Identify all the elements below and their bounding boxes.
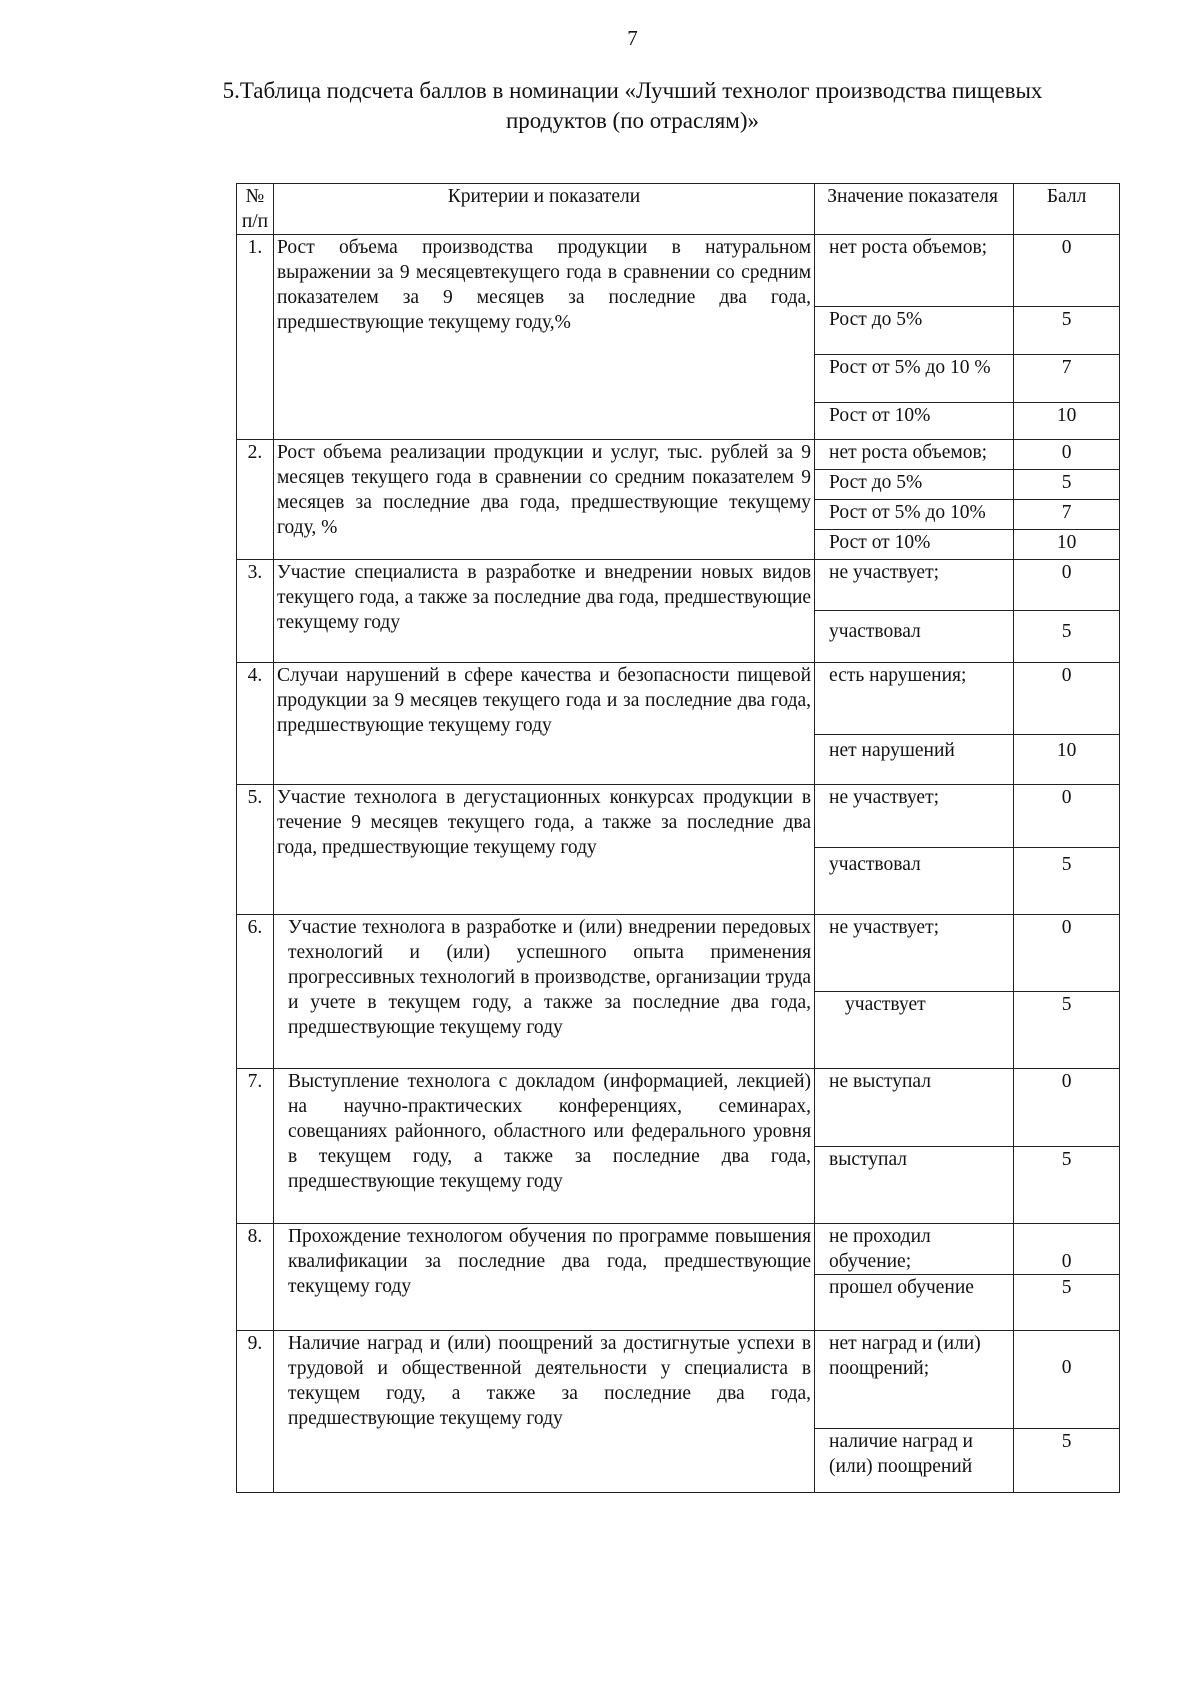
header-criteria: Критерии и показатели xyxy=(273,184,814,235)
header-num: № п/п xyxy=(237,184,274,235)
header-points: Балл xyxy=(1014,184,1120,235)
header-value: Значение показателя xyxy=(815,184,1014,235)
value-cell: Рост от 5% до 10% xyxy=(815,500,1014,530)
value-cell: есть нарушения; xyxy=(815,663,1014,735)
points-cell: 0 xyxy=(1014,1224,1120,1275)
points-cell: 5 xyxy=(1014,611,1120,663)
row-number: 3. xyxy=(237,560,274,663)
points-cell: 5 xyxy=(1014,1429,1120,1493)
points-cell: 10 xyxy=(1014,403,1120,440)
points-cell: 0 xyxy=(1014,235,1120,307)
criteria-cell: Рост объема производства продукции в натуральном выражении за 9 месяцевтекущего года в сравнении со средним показателем за 9 месяцев за последние два года, предшествующие текущему году,% xyxy=(273,235,814,440)
row-number: 7. xyxy=(237,1069,274,1224)
criteria-cell: Участие технолога в дегустационных конкурсах продукции в течение 9 месяцев текущего года, а также за последние два года, предшествующие текущему году xyxy=(273,785,814,915)
value-cell: участвовал xyxy=(815,848,1014,915)
value-cell: нет нарушений xyxy=(815,735,1014,785)
table-row xyxy=(237,785,1120,848)
row-number: 1. xyxy=(237,235,274,440)
criteria-cell: Случаи нарушений в сфере качества и безопасности пищевой продукции за 9 месяцев текущего года и за последние два года, предшествующие текущему году xyxy=(273,663,814,785)
score-table xyxy=(236,183,1120,1493)
points-cell: 7 xyxy=(1014,355,1120,403)
value-cell: участвовал xyxy=(815,611,1014,663)
table-row xyxy=(237,915,1120,992)
value-cell: участвует xyxy=(815,992,1014,1069)
table-row xyxy=(237,1069,1120,1147)
value-cell: Рост от 10% xyxy=(815,403,1014,440)
points-cell: 5 xyxy=(1014,307,1120,355)
points-cell: 0 xyxy=(1014,560,1120,611)
table-row xyxy=(237,235,1120,307)
row-number: 5. xyxy=(237,785,274,915)
value-cell: нет наград и (или) поощрений; xyxy=(815,1331,1014,1429)
table-row xyxy=(237,440,1120,470)
table-row xyxy=(237,1224,1120,1275)
value-cell: Рост от 10% xyxy=(815,530,1014,560)
value-cell: не выступал xyxy=(815,1069,1014,1147)
criteria-cell: Выступление технолога с докладом (информацией, лекцией) на научно-практических конференциях, семинарах, совещаниях районного, областного или федерального уровня в текущем году, а также за последние два года, предшествующие текущему году xyxy=(273,1069,814,1224)
points-cell: 0 xyxy=(1014,440,1120,470)
table-header-row xyxy=(237,184,1120,235)
points-cell: 0 xyxy=(1014,663,1120,735)
table-row xyxy=(237,663,1120,735)
points-cell: 0 xyxy=(1014,1331,1120,1429)
table-row xyxy=(237,1331,1120,1429)
value-cell: Рост от 5% до 10 % xyxy=(815,355,1014,403)
row-number: 6. xyxy=(237,915,274,1069)
points-cell: 0 xyxy=(1014,1069,1120,1147)
value-cell: не участвует; xyxy=(815,785,1014,848)
criteria-cell: Участие технолога в разработке и (или) внедрении передовых технологий и (или) успешного опыта применения прогрессивных технологий в производстве, организации труда и учете в текущем году, а также за последние два года, предшествующие текущему году xyxy=(273,915,814,1069)
points-cell: 5 xyxy=(1014,470,1120,500)
value-cell: не участвует; xyxy=(815,560,1014,611)
row-number: 2. xyxy=(237,440,274,560)
value-cell: прошел обучение xyxy=(815,1275,1014,1331)
row-number: 8. xyxy=(237,1224,274,1331)
points-cell: 0 xyxy=(1014,785,1120,848)
table-row xyxy=(237,560,1120,611)
points-cell: 10 xyxy=(1014,735,1120,785)
value-cell: Рост до 5% xyxy=(815,307,1014,355)
value-cell: нет роста объемов; xyxy=(815,440,1014,470)
points-cell: 7 xyxy=(1014,500,1120,530)
points-cell: 10 xyxy=(1014,530,1120,560)
value-cell: Рост до 5% xyxy=(815,470,1014,500)
points-cell: 0 xyxy=(1014,915,1120,992)
points-cell: 5 xyxy=(1014,848,1120,915)
criteria-cell: Наличие наград и (или) поощрений за достигнутые успехи в трудовой и общественной деятельности у специалиста в текущем году, а также за последние два года, предшествующие текущему году xyxy=(273,1331,814,1493)
points-cell: 5 xyxy=(1014,1275,1120,1331)
criteria-cell: Прохождение технологом обучения по программе повышения квалификации за последние два года, предшествующие текущему году xyxy=(273,1224,814,1331)
points-cell: 5 xyxy=(1014,992,1120,1069)
title-line-2: продуктов (по отраслям)» xyxy=(505,108,759,133)
value-cell: не участвует; xyxy=(815,915,1014,992)
title-line-1: 5.Таблица подсчета баллов в номинации «Лучший технолог производства пищевых xyxy=(222,78,1043,103)
criteria-cell: Рост объема реализации продукции и услуг, тыс. рублей за 9 месяцев текущего года в сравнении со средним показателем 9 месяцев за последние два года, предшествующие текущему году, % xyxy=(273,440,814,560)
page-number: 7 xyxy=(627,26,638,50)
row-number: 9. xyxy=(237,1331,274,1493)
criteria-cell: Участие специалиста в разработке и внедрении новых видов текущего года, а также за последние два года, предшествующие текущему году xyxy=(273,560,814,663)
row-number: 4. xyxy=(237,663,274,785)
value-cell: выступал xyxy=(815,1147,1014,1224)
document-title xyxy=(150,76,1115,136)
value-cell: наличие наград и (или) поощрений xyxy=(815,1429,1014,1493)
value-cell: нет роста объемов; xyxy=(815,235,1014,307)
points-cell: 5 xyxy=(1014,1147,1120,1224)
value-cell: не проходил обучение; xyxy=(815,1224,1014,1275)
